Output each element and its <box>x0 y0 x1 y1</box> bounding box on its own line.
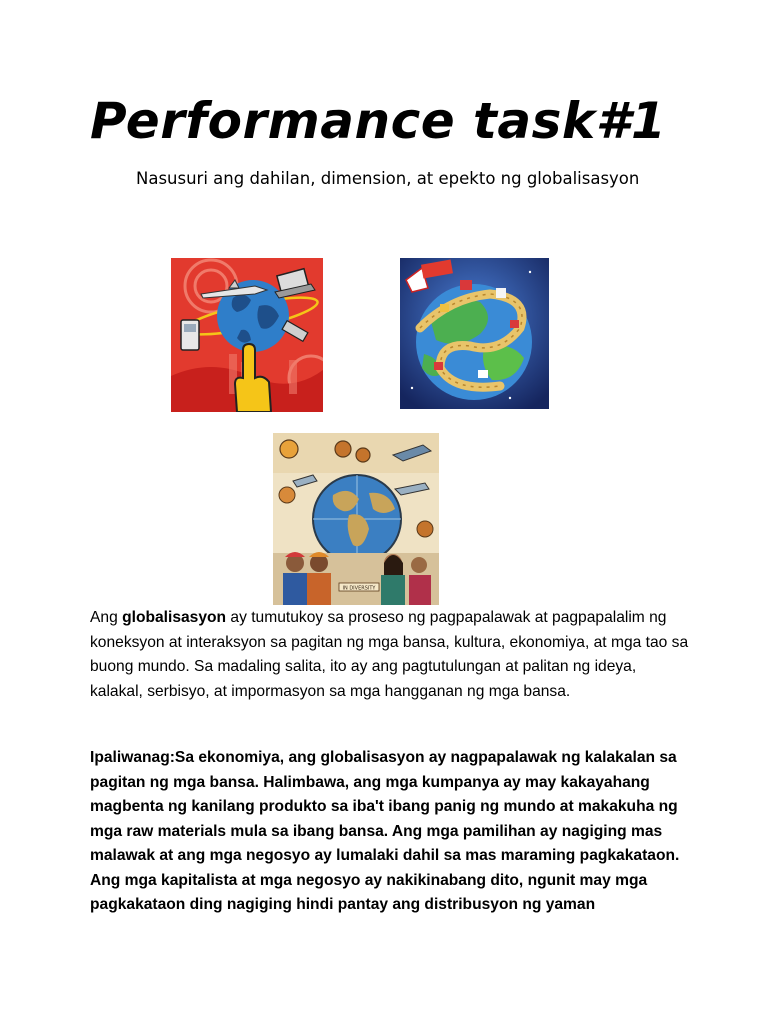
explanation-paragraph: Ipaliwanag:Sa ekonomiya, ang globalisasyon ay nagpapalawak ng kalakalan sa pagitan ng mga bansa. Halimbawa, ang mga kumpanya ay may kakayahang magbenta ng kanilang produkto sa iba't ibang panig ng mundo at makakuha ng mga raw materials mula sa ibang bansa. Ang mga pamilihan ay nagiging mas malawak at ang mga negosyo ay lumalaki dahil sa mas maraming pagkakataon. Ang mga kapitalista at mga negosyo ay nakikinabang dito, ngunit may mga pagkakataon ding nagiging hindi pantay ang distribusyon ng yaman <box>90 749 680 913</box>
definition-paragraph <box>90 606 690 704</box>
globe-board-game-image <box>400 258 549 409</box>
paragraph-text: ay tumutukoy sa proseso ng pagpapalawak at pagpapalalim ng koneksyon at interaksyon sa pagitan ng mga bansa, kultura, ekonomiya, at mga tao sa buong mundo. Sa madaling salita, ito ay ang pagtutulungan at palitan ng ideya, kalakal, serbisyo, at impormasyon sa mga hangganan ng mga bansa. <box>90 609 689 700</box>
paragraph-lead: Ang <box>90 609 123 626</box>
globe-unity-diversity-image <box>273 433 439 605</box>
globe-hand-technology-image <box>171 258 323 412</box>
image-caption: IN DIVERSITY <box>342 585 376 592</box>
document-subtitle: Nasusuri ang dahilan, dimension, at epekto ng globalisasyon <box>136 169 640 188</box>
term-globalisasyon: globalisasyon <box>122 609 227 626</box>
document-title: Performance task#1 <box>90 92 667 150</box>
